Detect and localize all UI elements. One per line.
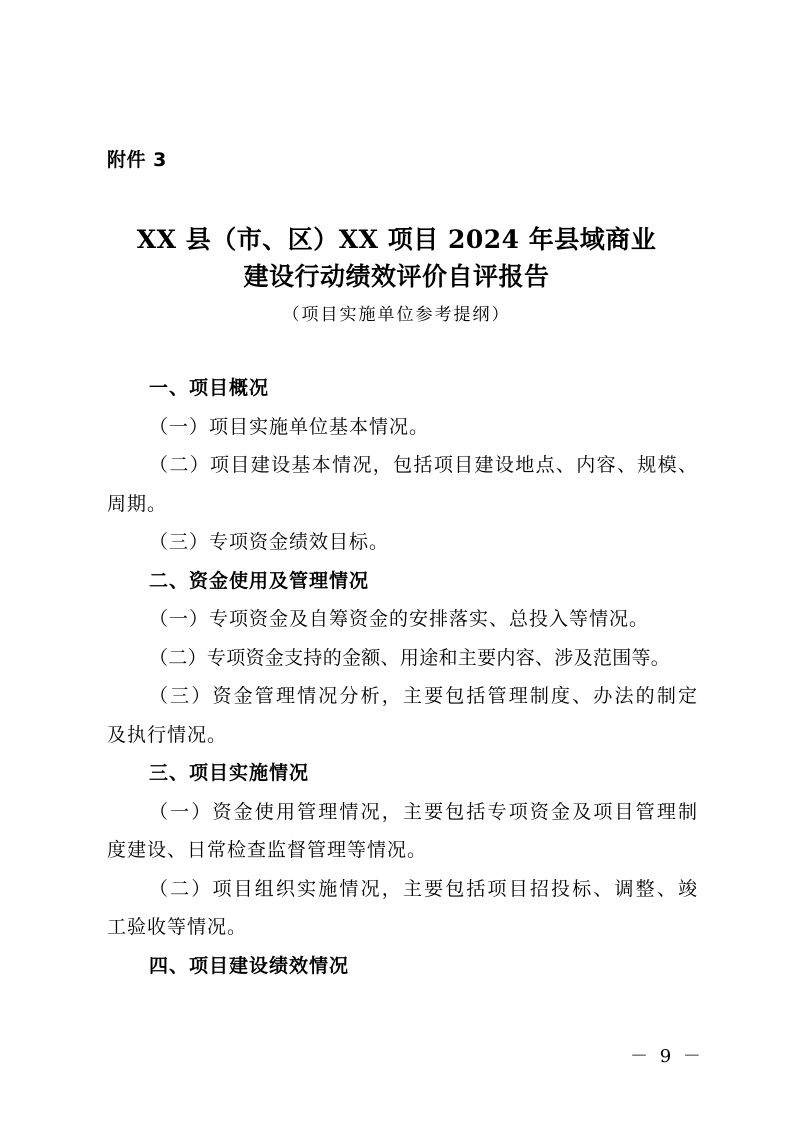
item-2-3-continued: 及执行情况。 — [107, 723, 228, 746]
item-3-2-continued: 工验收等情况。 — [107, 916, 248, 938]
section-heading-3: 三、项目实施情况 — [149, 762, 310, 784]
item-1-2: （二）项目建设基本情况，包括项目建设地点、内容、规模、 — [149, 454, 697, 476]
section-heading-2: 二、资金使用及管理情况 — [149, 569, 370, 592]
page-number: － 9 － — [630, 1046, 704, 1067]
item-2-3: （三）资金管理情况分析，主要包括管理制度、办法的制定 — [149, 685, 697, 707]
item-1-1: （一）项目实施单位基本情况。 — [149, 415, 430, 438]
item-3-2: （二）项目组织实施情况，主要包括项目招投标、调整、竣 — [149, 877, 697, 900]
section-heading-1: 一、项目概况 — [149, 377, 270, 399]
document-body — [107, 375, 697, 991]
item-2-2: （二）专项资金支持的金额、用途和主要内容、涉及范围等。 — [149, 646, 671, 669]
attachment-label: 附件 3 — [107, 149, 167, 171]
item-2-1: （一）专项资金及自筹资金的安排落实、总投入等情况。 — [149, 608, 650, 630]
report-title-line-1: XX 县（市、区）XX 项目 2024 年县域商业 — [136, 225, 657, 254]
report-title-line-2: 建设行动绩效评价自评报告 — [243, 262, 550, 291]
item-1-3: （三）专项资金绩效目标。 — [149, 531, 390, 553]
item-1-2-continued: 周期。 — [107, 492, 168, 515]
section-heading-4: 四、项目建设绩效情况 — [149, 954, 350, 977]
report-subtitle: （项目实施单位参考提纲） — [282, 305, 511, 325]
item-3-1: （一）资金使用管理情况，主要包括专项资金及项目管理制 — [149, 800, 697, 823]
item-3-1-continued: 度建设、日常检查监督管理等情况。 — [107, 839, 428, 861]
